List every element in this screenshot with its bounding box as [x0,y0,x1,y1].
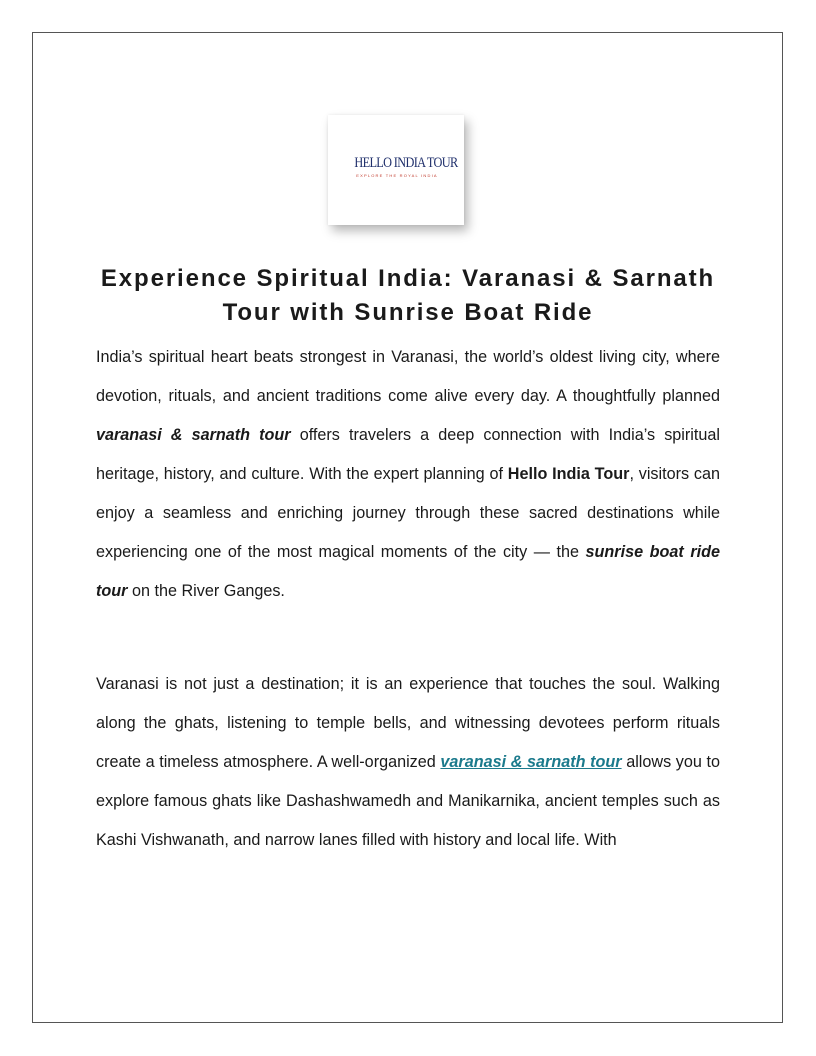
paragraph-text: offers travelers a deep connection with India’s spiritual heritage, history, and culture. With the expert planning of [96,426,720,483]
paragraph-text: allows you to explore famous ghats like Dashashwamedh and Manikarnika, ancient temples such as Kashi Vishwanath, and narrow lanes filled with history and local life. With [96,753,720,849]
page-title: Experience Spiritual India: Varanasi & Sarnath Tour with Sunrise Boat Ride [100,265,716,326]
logo-tagline: EXPLORE THE ROYAL INDIA [356,173,438,178]
paragraph-text: on the River Ganges. [127,582,285,600]
paragraph-varanasi-experience [96,665,720,860]
brand-name: Hello India Tour [507,465,630,483]
paragraph-text: India’s spiritual heart beats strongest in Varanasi, the world’s oldest living city, where devotion, rituals, and ancient traditions come alive every day. A thoughtfully planned [96,348,720,405]
logo-wordmark: HELLO INDIA TOUR [354,155,458,171]
paragraph-intro [96,338,720,611]
keyword-varanasi-sarnath-tour: varanasi & sarnath tour [96,426,291,444]
varanasi-sarnath-tour-link[interactable]: varanasi & sarnath tour [440,753,622,771]
paragraph-text: , visitors can enjoy a seamless and enriching journey through these sacred destinations while experiencing one of the most magical moments of the city — the [96,465,720,561]
logo [328,115,464,225]
keyword-sunrise-boat-ride-tour: sunrise boat ride tour [96,543,721,600]
paragraph-text: Varanasi is not just a destination; it is an experience that touches the soul. Walking along the ghats, listening to temple bells, and witnessing devotees perform rituals create a timeless atmosphere. A well-organized [96,675,720,771]
